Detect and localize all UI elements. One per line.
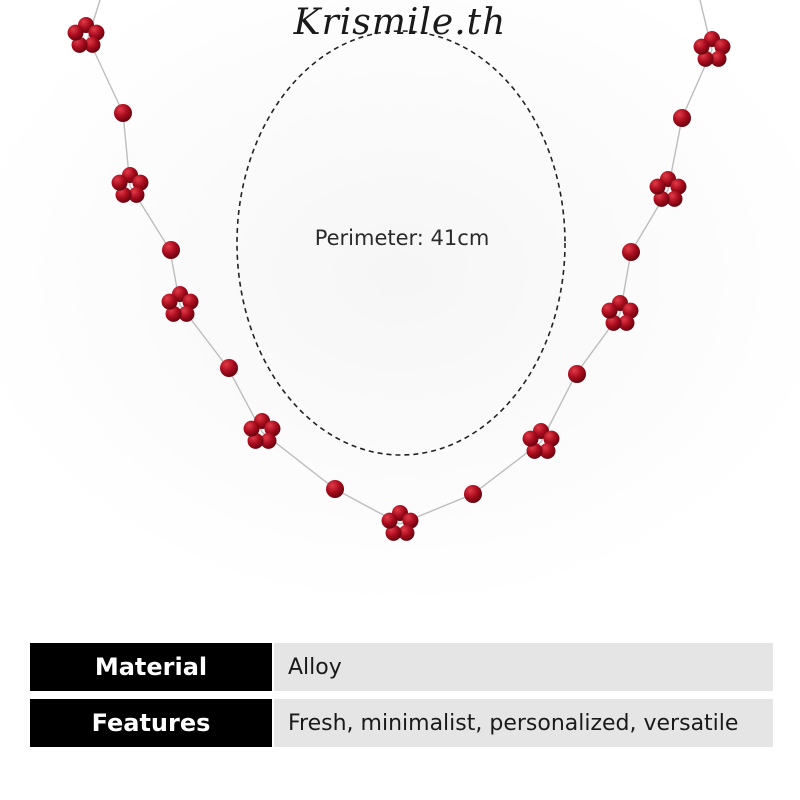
single-bead — [673, 109, 691, 127]
flower-bead — [650, 179, 666, 195]
flower-bead — [244, 421, 260, 437]
spec-value-features: Fresh, minimalist, personalized, versatile — [272, 699, 773, 747]
flower-bead — [162, 294, 178, 310]
flower-bead — [382, 513, 398, 529]
spec-value-material: Alloy — [272, 643, 773, 691]
brand-logo: Krismile.th — [293, 2, 507, 43]
spec-row-features — [30, 699, 773, 747]
single-bead — [220, 359, 238, 377]
spec-label-material: Material — [30, 643, 272, 691]
single-bead — [464, 485, 482, 503]
perimeter-label: Perimeter: 41cm — [314, 226, 490, 250]
single-bead — [326, 480, 344, 498]
single-bead — [568, 365, 586, 383]
spec-row-material — [30, 643, 773, 691]
single-bead — [162, 241, 180, 259]
flower-bead — [112, 175, 128, 191]
single-bead — [114, 104, 132, 122]
single-bead — [622, 243, 640, 261]
flower-bead — [523, 431, 539, 447]
flower-bead — [602, 303, 618, 319]
spec-label-features: Features — [30, 699, 272, 747]
